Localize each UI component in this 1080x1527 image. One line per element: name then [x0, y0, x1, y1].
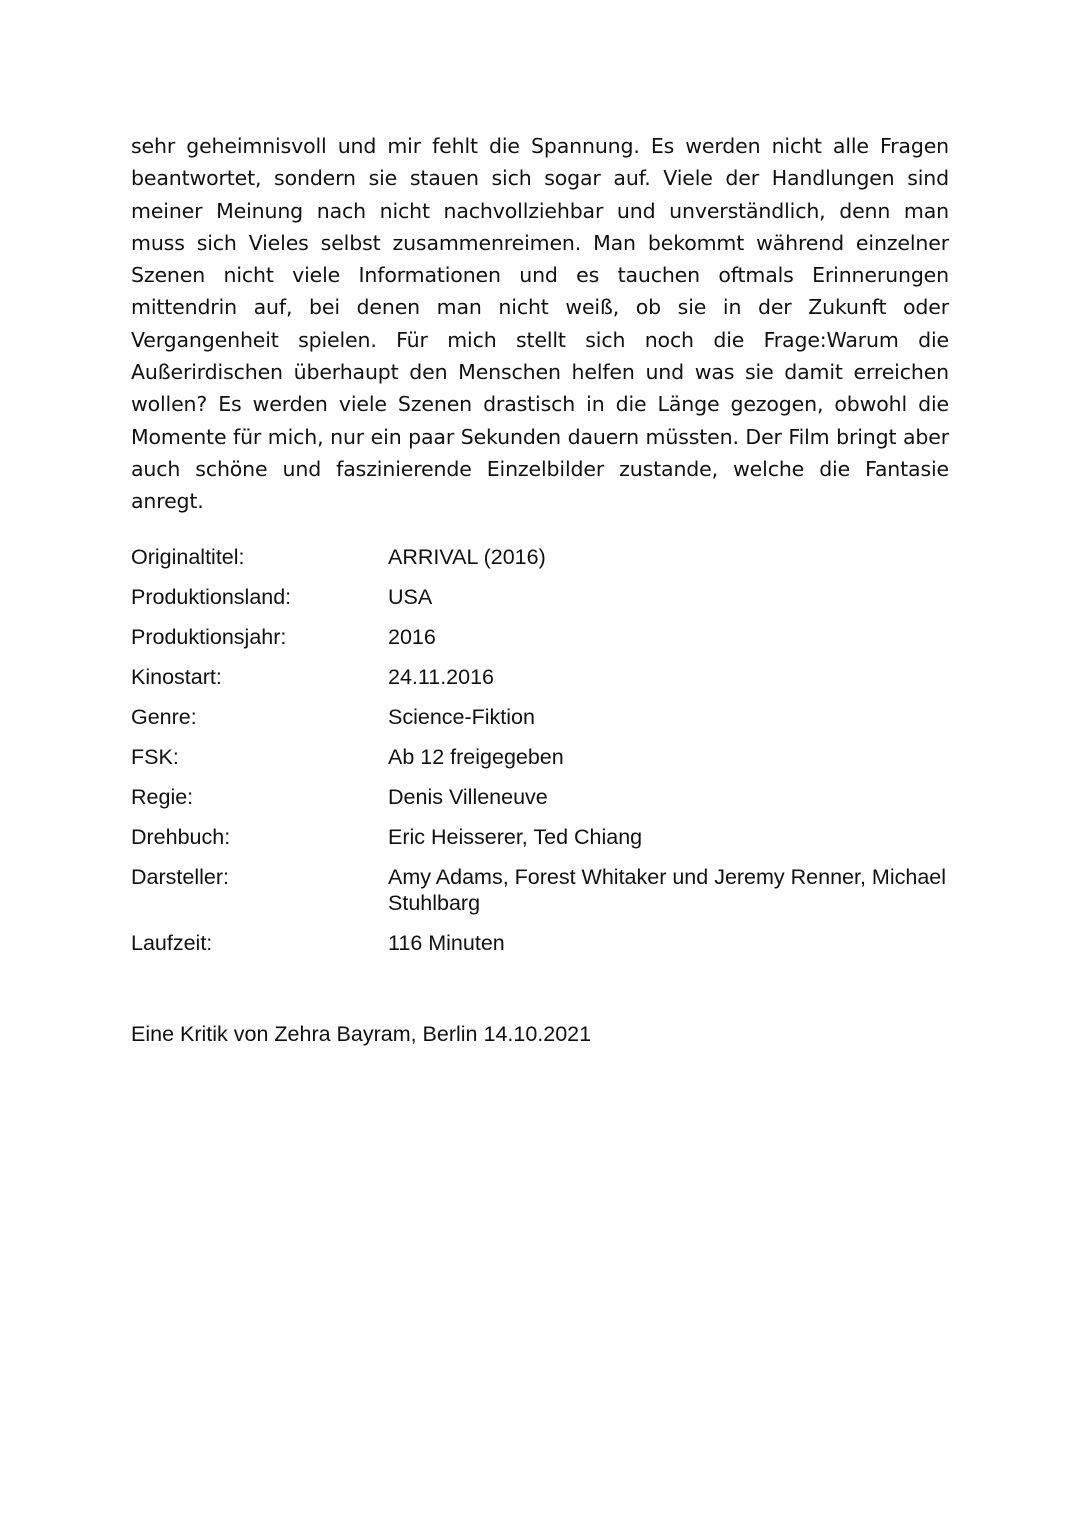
fact-row-regie	[131, 784, 961, 810]
fact-row-originaltitel	[131, 544, 961, 570]
fact-row-kinostart	[131, 664, 961, 690]
fact-value: Denis Villeneuve	[388, 785, 548, 809]
fact-row-fsk	[131, 744, 961, 770]
fact-label: Originaltitel:	[131, 545, 245, 569]
fact-label: Regie:	[131, 785, 194, 809]
fact-value: 2016	[388, 625, 436, 649]
fact-row-produktionsland	[131, 584, 961, 610]
review-paragraph: sehr geheimnisvoll und mir fehlt die Spannung. Es werden nicht alle Fragen beantwortet, sondern sie stauen sich sogar auf. Viele der Handlungen sind meiner Meinung nach nicht nachvollziehbar und unverständlich, denn man muss sich Vieles selbst zusammenreimen. Man bekommt während einzelner Szenen nicht viele Informationen und es tauchen oftmals Erinnerungen mittendrin auf, bei denen man nicht weiß, ob sie in der Zukunft oder Vergangenheit spielen. Für mich stellt sich noch die Frage:Warum die Außerirdischen überhaupt den Menschen helfen und was sie damit erreichen wollen? Es werden viele Szenen drastisch in die Länge gezogen, obwohl die Momente für mich, nur ein paar Sekunden dauern müssten. Der Film bringt aber auch schöne und faszinierende Einzelbilder zustande, welche die Fantasie anregt.	[131, 134, 949, 514]
fact-label: Produktionsjahr:	[131, 625, 287, 649]
fact-label: Kinostart:	[131, 665, 222, 689]
fact-value: Ab 12 freigegeben	[388, 745, 564, 769]
fact-label: Genre:	[131, 705, 197, 729]
fact-value: Amy Adams, Forest Whitaker und Jeremy Renner, Michael Stuhlbarg	[388, 865, 947, 915]
review-byline: Eine Kritik von Zehra Bayram, Berlin 14.10.2021	[131, 1022, 592, 1046]
fact-label: Produktionsland:	[131, 585, 292, 609]
fact-label: Drehbuch:	[131, 825, 231, 849]
fact-value: USA	[388, 585, 433, 609]
fact-label: Darsteller:	[131, 865, 229, 889]
fact-value: 116 Minuten	[388, 931, 505, 955]
fact-label: Laufzeit:	[131, 931, 213, 955]
fact-row-genre	[131, 704, 961, 730]
fact-value: Science-Fiktion	[388, 705, 535, 729]
fact-label: FSK:	[131, 745, 179, 769]
fact-row-produktionsjahr	[131, 624, 961, 650]
fact-value: Eric Heisserer, Ted Chiang	[388, 825, 643, 849]
fact-value: ARRIVAL (2016)	[388, 545, 546, 569]
film-facts-table	[131, 544, 961, 970]
fact-row-darsteller	[131, 864, 961, 916]
fact-value: 24.11.2016	[388, 665, 495, 689]
fact-row-laufzeit	[131, 930, 961, 956]
fact-row-drehbuch	[131, 824, 961, 850]
